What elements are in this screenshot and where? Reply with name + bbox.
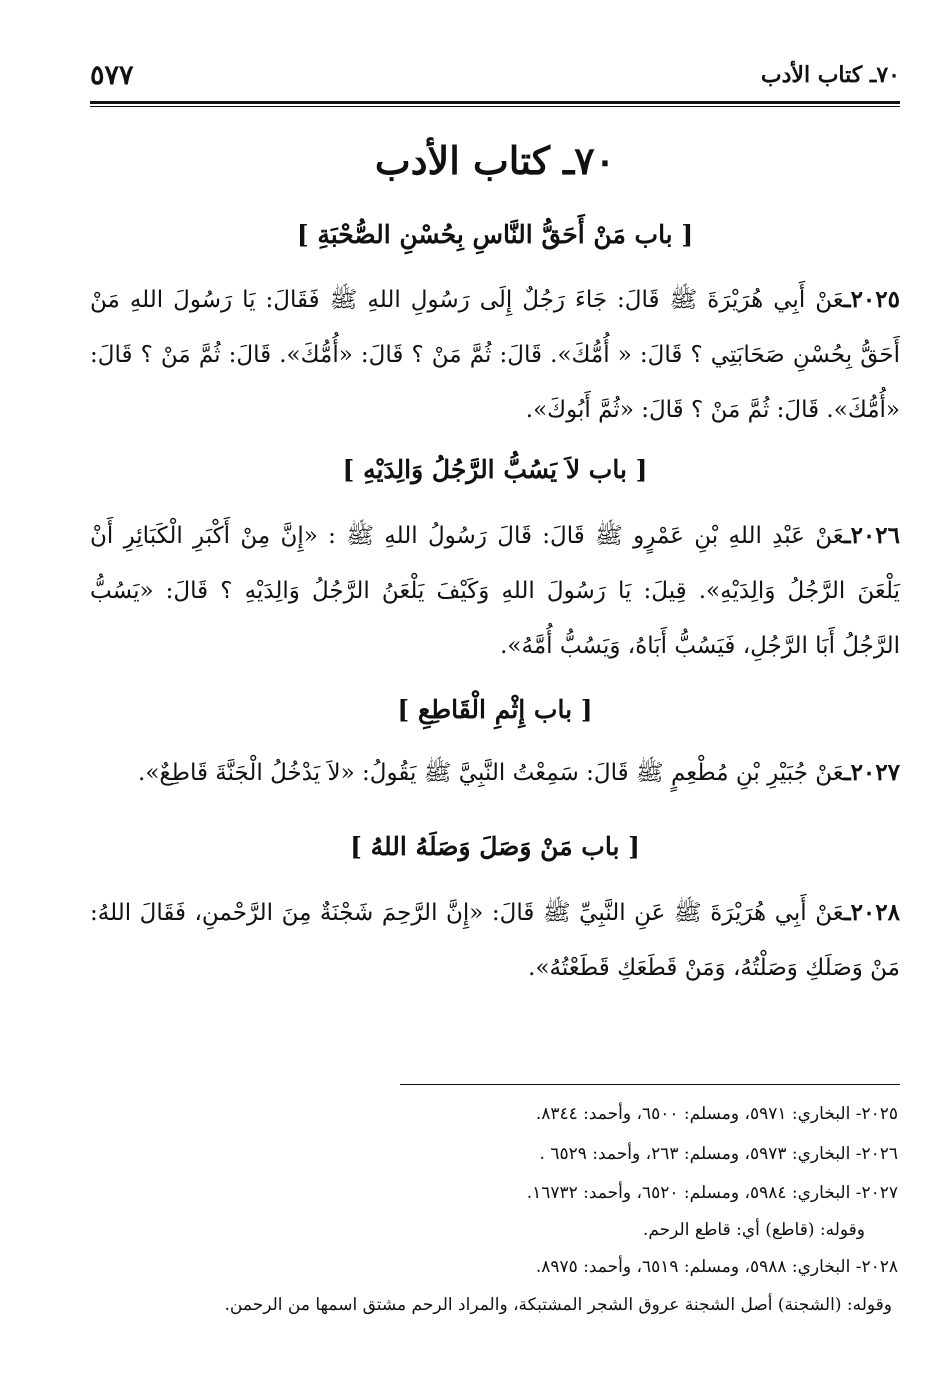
bab-heading: [ باب مَنْ أَحَقُّ النَّاسِ بِحُسْنِ الصُّحْبَةِ ]	[296, 220, 694, 249]
footnote: ٢٠٢٦- البخاري: ٥٩٧٣، ومسلم: ٢٦٣، وأحمد: ٦٥٢٩ .	[539, 1144, 898, 1164]
running-title: ٧٠ـ كتاب الأدب	[760, 62, 900, 88]
hadith-text: عَنْ أَبِي هُرَيْرَةَ ﷺ عَنِ النَّبِيِّ ﷺ قَالَ: «إِنَّ الرَّحِمَ شَجْنَةٌ مِنَ الرَّحْمنِ، فَقَالَ اللهُ: مَنْ وَصَلَكِ وَصَلْتُهُ، وَمَنْ قَطَعَكِ قَطَعْتُهُ».	[90, 900, 900, 981]
footnote: ٢٠٢٥- البخاري: ٥٩٧١، ومسلم: ٦٥٠٠، وأحمد: ٨٣٤٤.	[535, 1104, 898, 1124]
hadith-paragraph	[90, 272, 900, 438]
bab-heading: [ باب إِثْمِ الْقَاطِعِ ]	[397, 695, 593, 724]
hadith-paragraph	[90, 508, 900, 674]
hadith-text: عَنْ عَبْدِ اللهِ بْنِ عَمْرٍو ﷺ قَالَ: قَالَ رَسُولُ اللهِ ﷺ : «إِنَّ مِنْ أَكْبَرِ الْكَبَائِرِ أَنْ يَلْعَنَ الرَّجُلُ وَالِدَيْهِ». قِيلَ: يَا رَسُولَ اللهِ وَكَيْفَ يَلْعَنُ الرَّجُلُ وَالِدَيْهِ ؟ قَالَ: «يَسُبُّ الرَّجُلُ أَبَا الرَّجُلِ، فَيَسُبُّ أَبَاهُ، وَيَسُبُّ أُمَّهُ».	[90, 523, 900, 659]
hadith-text: عَنْ أَبِي هُرَيْرَةَ ﷺ قَالَ: جَاءَ رَجُلٌ إِلَى رَسُولِ اللهِ ﷺ فَقَالَ: يَا رَسُولَ اللهِ مَنْ أَحَقُّ بِحُسْنِ صَحَابَتِي ؟ قَالَ: « أُمُّكَ». قَالَ: ثُمَّ مَنْ ؟ قَالَ: «أُمُّكَ». قَالَ: ثُمَّ مَنْ ؟ قَالَ: «أُمُّكَ». قَالَ: ثُمَّ مَنْ ؟ قَالَ: «ثُمَّ أَبُوكَ».	[90, 287, 900, 423]
hadith-text: عَنْ جُبَيْرِ بْنِ مُطْعِمٍ ﷺ قَالَ: سَمِعْتُ النَّبِيَّ ﷺ يَقُولُ: «لاَ يَدْخُلُ الْجَنَّةَ قَاطِعٌ».	[138, 760, 844, 786]
footnote-note: وقوله: (الشجنة) أصل الشجنة عروق الشجر المشتبكة، والمراد الرحم مشتق اسمها من الرحمن.	[224, 1295, 892, 1315]
running-header	[90, 60, 900, 100]
footnote: ٢٠٢٧- البخاري: ٥٩٨٤، ومسلم: ٦٥٢٠، وأحمد: ١٦٧٣٢.	[526, 1183, 898, 1203]
bab-heading: [ باب لاَ يَسُبُّ الرَّجُلُ وَالِدَيْهِ ]	[342, 455, 648, 484]
footnote-rule	[400, 1084, 900, 1085]
hadith-number: ٢٠٢٨ـ	[843, 899, 900, 926]
book-title: ٧٠ـ كتاب الأدب	[374, 138, 616, 183]
bab-heading: [ باب مَنْ وَصَلَ وَصَلَهُ اللهُ ]	[350, 832, 640, 861]
hadith-number: ٢٠٢٦ـ	[843, 522, 900, 549]
hadith-number: ٢٠٢٥ـ	[843, 286, 900, 313]
header-rule-thin	[90, 106, 900, 107]
hadith-paragraph	[90, 745, 900, 801]
footnote-note: وقوله: (قاطع) أي: قاطع الرحم.	[642, 1220, 865, 1240]
hadith-number: ٢٠٢٧ـ	[843, 759, 900, 786]
page-number: ٥٧٧	[90, 60, 134, 91]
hadith-paragraph	[90, 885, 900, 996]
header-rule	[90, 101, 900, 104]
footnote: ٢٠٢٨- البخاري: ٥٩٨٨، ومسلم: ٦٥١٩، وأحمد: ٨٩٧٥.	[535, 1257, 898, 1277]
